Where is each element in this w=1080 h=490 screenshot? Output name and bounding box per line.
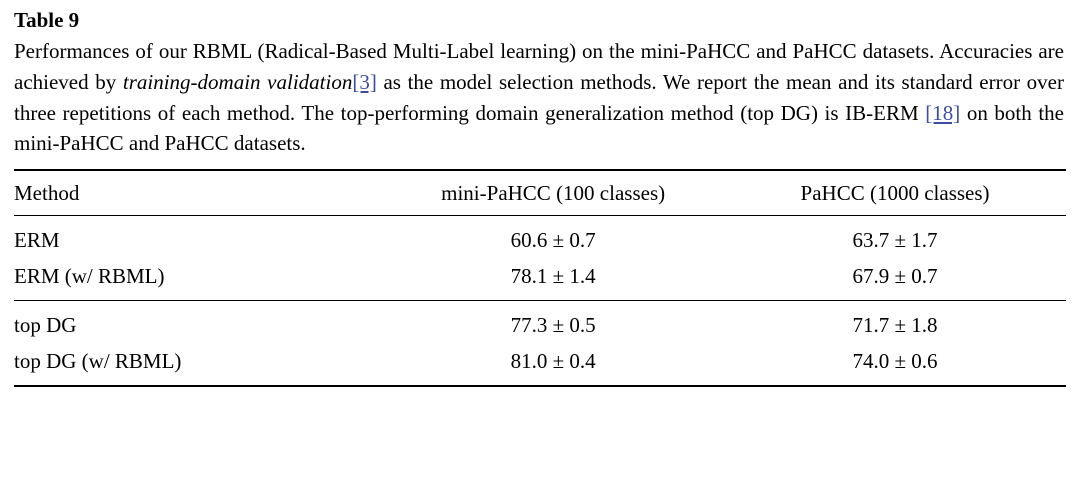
cell-method: top DG xyxy=(14,300,382,343)
cell-mini-pahcc: 78.1 ± 1.4 xyxy=(510,263,596,288)
table-row xyxy=(14,258,1066,301)
cell-method: ERM (w/ RBML) xyxy=(14,263,165,288)
rule-cell xyxy=(724,386,1066,395)
table-row xyxy=(14,343,1066,386)
table-row xyxy=(14,215,1066,258)
caption-italic-term: training-domain validation xyxy=(122,70,353,94)
cell-method: top DG (w/ RBML) xyxy=(14,348,182,373)
column-header-method: Method xyxy=(14,170,382,216)
caption-text-part-2: as the model selection methods. We report the mean and its standard error over three repetitions of each method. The top-performing domain generalization method (top DG) is IB-ERM xyxy=(14,70,1064,125)
table-bottom-rule xyxy=(14,386,1066,395)
cell-pahcc: 63.7 ± 1.7 xyxy=(724,215,1066,258)
cell-pahcc: 67.9 ± 0.7 xyxy=(852,263,938,288)
cell-pahcc: 71.7 ± 1.8 xyxy=(724,300,1066,343)
column-header-pahcc: PaHCC (1000 classes) xyxy=(724,170,1066,216)
rule-cell xyxy=(382,386,724,395)
table-label: Table 9 xyxy=(14,8,80,32)
cell-method: ERM xyxy=(14,215,382,258)
citation-link-3[interactable]: [3] xyxy=(352,70,377,94)
table-caption xyxy=(14,36,1066,159)
results-table xyxy=(14,169,1066,395)
table-row xyxy=(14,300,1066,343)
rule-cell xyxy=(14,386,382,395)
table-header-row xyxy=(14,170,1066,216)
cell-pahcc: 74.0 ± 0.6 xyxy=(852,348,938,373)
cell-mini-pahcc: 81.0 ± 0.4 xyxy=(510,348,596,373)
cell-mini-pahcc: 60.6 ± 0.7 xyxy=(382,215,724,258)
caption-text-part-3: on both the mini-PaHCC and PaHCC datasets. xyxy=(14,100,1064,156)
citation-link-18[interactable]: [18] xyxy=(925,100,961,125)
column-header-mini-pahcc: mini-PaHCC (100 classes) xyxy=(382,170,724,216)
caption-text-part-1: Performances of our RBML (Radical-Based Multi-Label learning) on the mini-PaHCC and PaHCC datasets. Accuracies are achieved by xyxy=(14,39,1064,94)
cell-mini-pahcc: 77.3 ± 0.5 xyxy=(382,300,724,343)
